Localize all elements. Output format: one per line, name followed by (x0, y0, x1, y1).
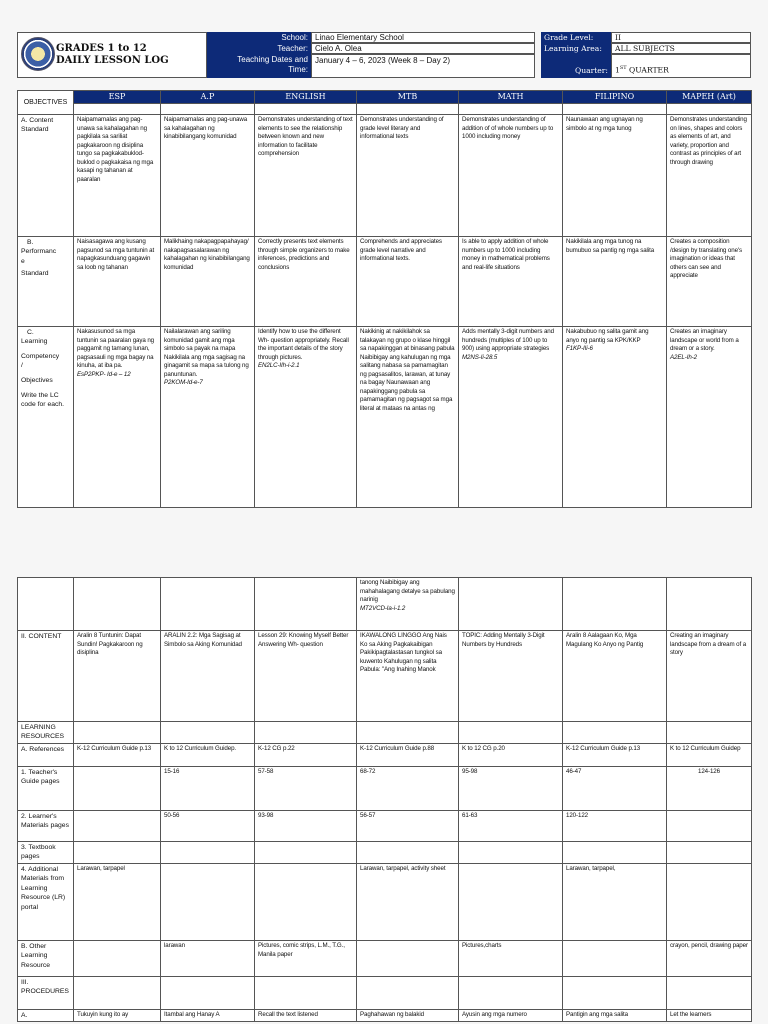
spacer-row (18, 104, 752, 115)
lesson-table-2 (17, 577, 751, 1022)
dll-header (17, 32, 751, 78)
row-label-performance-standard (18, 237, 74, 327)
cell-esp: Naipamamalas ang pag-unawa sa kahalagahan ng pagkilala sa sariliat pagkakaroon ng disiplina tungo sa pagkakabuklod-buklod o pagkakaisa ng mga kasapi ng tahanan at paaralan (74, 115, 161, 237)
lc-text: Adds mentally 3-digit numbers and hundreds (multiples of 100 up to 900) using appropriate strategies (462, 328, 554, 353)
cell-english: 57-58 (255, 767, 357, 811)
lc-text: Creates an imaginary landscape or world from a dream or a story. (670, 328, 739, 353)
teacher-value: Cielo A. Olea (311, 43, 535, 54)
cell-math: Is able to apply addition of whole numbers up to 1000 including money in mathematical problems and real-life situations (459, 237, 563, 327)
cell-esp: Aralin 8 Tuntunin: Dapat Sundin! Pagkakaroon ng disiplina (74, 631, 161, 722)
perf-label-c: e (21, 257, 25, 265)
cell-mapeh: Demonstrates understanding on lines, shapes and colors as elements of art, and variety, proportion and contrast as principles of art through drawing (667, 115, 752, 237)
objectives-table (17, 90, 752, 508)
cell-mtb: Paghahawan ng balakid (357, 1010, 459, 1022)
cell-filipino: Naunawaan ang ugnayan ng simbolo at ng mga tunog (563, 115, 667, 237)
col-ap: A.P (161, 91, 255, 104)
cell-ap: 50-56 (161, 811, 255, 842)
cell-filipino (563, 941, 667, 977)
lc-code: F1KP-IIi-6 (566, 345, 593, 353)
col-mtb: MTB (357, 91, 459, 104)
lc-code: M2NS-Ii-28.5 (462, 353, 498, 361)
title-line-1: GRADES 1 to 12 (56, 43, 147, 54)
content-standard-row (18, 115, 752, 237)
grade-value: II (611, 32, 751, 43)
title-line-2: DAILY LESSON LOG (56, 55, 169, 66)
cell-ap: Malikhaing nakapagpapahayag/ nakapagsasalarawan ng kahalagahan ng kinabibilangang komunidad (161, 237, 255, 327)
dates-value: January 4 – 6, 2023 (Week 8 – Day 2) (311, 54, 535, 78)
row-label-content-standard: A. Content Standard (18, 115, 74, 237)
mtb-continued-text: tanong Naibibigay ang mahahalagang detalye sa pabulang narinig (360, 579, 455, 604)
performance-standard-row (18, 237, 752, 327)
quarter-num: 1 (615, 65, 620, 75)
lc-code: EN2LC-IIh-i-2.1 (258, 362, 300, 370)
lc-label-a: C. (27, 329, 34, 336)
teacher-label: Teacher: (207, 43, 311, 54)
cell-mtb: Comprehends and appreciates grade level narrative and informational texts. (357, 237, 459, 327)
cell-ap: larawan (161, 941, 255, 977)
col-english: ENGLISH (255, 91, 357, 104)
lc-text: Nakikinig at nakikilahok sa talakayan ng grupo o klase hinggil sa napakinggan at binasang pabula Naibibigay ang kahulugan ng mga salitang nabasa sa pamamagitan ng pagsasalitos, larawan, at tunay na bagay Naunawaan ang napakinggang pabula sa pamamagitan ng pagsagot sa mga literal at mataas na antas ng (360, 328, 455, 412)
cell-filipino: Larawan, tarpapel, (563, 864, 667, 941)
cell-english: 93-98 (255, 811, 357, 842)
lc-text: Nailalarawan ang sariling komunidad gamit ang mga simbolo sa payak na mapa Nakikilala ang mga sagisag na ginagamit sa mapa sa tulong ng panuntunan. (164, 328, 249, 378)
col-mapeh: MAPEH (Art) (667, 91, 752, 104)
school-label: School: (207, 32, 311, 43)
cell-filipino: K-12 Curriculum Guide p.13 (563, 744, 667, 767)
document-title (56, 43, 169, 67)
cell-english: Demonstrates understanding of text elements to see the relationship between known and new information to facilitate comprehension (255, 115, 357, 237)
lc-label-c: Competency (21, 352, 60, 360)
procedures-row (18, 977, 752, 1010)
mtb-code: MT2VCD-Ia-i-1.2 (360, 604, 406, 612)
cell-filipino: Aralin 8 Aalagaan Ko, Mga Magulang Ko Anyo ng Pantig (563, 631, 667, 722)
cell-math: Demonstrates understanding of addition of of whole numbers up to 1000 including money (459, 115, 563, 237)
cell-ap: K to 12 Curriculum Guidep. (161, 744, 255, 767)
cell-mapeh: Creating an imaginary landscape from a dream of a story (667, 631, 752, 722)
cell-english (255, 864, 357, 941)
cell-ap: Itambal ang Hanay A (161, 1010, 255, 1022)
cell-math: K to 12 CG p.20 (459, 744, 563, 767)
cell-mapeh: crayon, pencil, drawing paper (667, 941, 752, 977)
content-resources-table (17, 577, 752, 1022)
cell-esp: Tukuyin kung ito ay (74, 1010, 161, 1022)
quarter-label: Quarter: (541, 54, 611, 78)
cell-mapeh: Creates a composition /design by translating one's imagination or ideas that others can see and appreciate (667, 237, 752, 327)
logo-box (17, 32, 207, 78)
cell-mapeh: 124-126 (667, 767, 752, 811)
row-label-additional-materials: 4. Additional Materials from Learning Resource (LR) portal (18, 864, 74, 941)
cell-mapeh (667, 864, 752, 941)
teachers-guide-row (18, 767, 752, 811)
area-value: ALL SUBJECTS (611, 43, 751, 54)
row-label-procedures: III. PROCEDURES (18, 977, 74, 1010)
row-label-learning-resources: LEARNING RESOURCES (18, 722, 74, 744)
area-label: Learning Area: (541, 43, 611, 54)
continuation-row (18, 578, 752, 631)
cell-esp: Naisasagawa ang kusang pagsunod sa mga tuntunin at napagkasunduang gagawin sa loob ng tahanan (74, 237, 161, 327)
cell-mtb: K-12 Curriculum Guide p.88 (357, 744, 459, 767)
dates-label-line1: Teaching Dates and (237, 55, 308, 64)
lc-label-b: Learning (21, 338, 48, 346)
other-resources-row (18, 941, 752, 977)
lc-label-e: Objectives (21, 376, 53, 384)
cell-english: Recall the text listened (255, 1010, 357, 1022)
cell-filipino: Pantigin ang mga salita (563, 1010, 667, 1022)
cell-esp (74, 327, 161, 508)
lc-text: Identify how to use the different Wh- question appropriately. Recall the important details of the story through pictures. (258, 328, 349, 361)
cell-mtb (357, 327, 459, 508)
perf-label-b: Performanc (21, 248, 57, 256)
cell-math: 95-98 (459, 767, 563, 811)
cell-filipino: Nakikilala ang mga tunog na bumubuo sa pantig ng mga salita (563, 237, 667, 327)
cell-math: 61-63 (459, 811, 563, 842)
cell-english: K-12 CG p.22 (255, 744, 357, 767)
cell-mapeh: K to 12 Curriculum Guidep (667, 744, 752, 767)
grade-label: Grade Level: (541, 32, 611, 43)
lc-text: Nakasusunod sa mga tuntunin sa paaralan gaya ng paggamit ng tamang lunan, pagsasauli ng mga bagay na kinuha, at iba pa. (77, 328, 155, 370)
cell-mtb: IKAWALONG LINGGO Ang Nais Ko sa Aking Pagkakaibigan Pakikipagtalastasan tungkol sa kuwento Kahulugan ng salita Pabula: "Ang Inahing Manok (357, 631, 459, 722)
col-objectives: OBJECTIVES (18, 91, 74, 115)
row-label-content: II. CONTENT (18, 631, 74, 722)
lesson-table-1 (17, 90, 751, 508)
dates-label (207, 54, 311, 78)
cell-math: Ayusin ang mga numero (459, 1010, 563, 1022)
cell-mapeh: Let the learners (667, 1010, 752, 1022)
cell-ap (161, 864, 255, 941)
lc-label-d: / (21, 362, 23, 370)
cell-english: Correctly presents text elements through simple organizers to make inferences, predictions and conclusions (255, 237, 357, 327)
col-filipino: FILIPINO (563, 91, 667, 104)
learning-competency-row (18, 327, 752, 508)
cell-english (255, 327, 357, 508)
row-label-teachers-guide: 1. Teacher's Guide pages (18, 767, 74, 811)
quarter-sup: ST (619, 65, 627, 71)
cell-mtb: Larawan, tarpapel, activity sheet (357, 864, 459, 941)
content-row (18, 631, 752, 722)
cell-math (459, 327, 563, 508)
cell-filipino (563, 327, 667, 508)
cell-mtb: 68-72 (357, 767, 459, 811)
cell-mtb (357, 941, 459, 977)
row-label-learners-materials: 2. Learner's Materials pages (18, 811, 74, 842)
row-label-references: A. References (18, 744, 74, 767)
quarter-value (611, 54, 751, 78)
additional-materials-row (18, 864, 752, 941)
school-value: Linao Elementary School (311, 32, 535, 43)
row-label-learning-competency (18, 327, 74, 508)
col-esp: ESP (74, 91, 161, 104)
row-label-other-resources: B. Other Learning Resource (18, 941, 74, 977)
header-info-grid (207, 32, 751, 78)
cell-mtb: Demonstrates understanding of grade level literary and informational texts (357, 115, 459, 237)
cell-ap: ARALIN 2.2: Mga Sagisag at Simbolo sa Aking Komunidad (161, 631, 255, 722)
row-label-textbook: 3. Textbook pages (18, 842, 74, 864)
cell-filipino: 120-122 (563, 811, 667, 842)
col-math: MATH (459, 91, 563, 104)
cell-esp (74, 811, 161, 842)
cell-mtb-continued (357, 578, 459, 631)
cell-esp: Larawan, tarpapel (74, 864, 161, 941)
lc-label-f: Write the LC code for each. (21, 391, 65, 409)
perf-label-a: B. (27, 239, 34, 246)
cell-math: TOPIC: Adding Mentally 3-Digit Numbers by Hundreds (459, 631, 563, 722)
quarter-rest: QUARTER (626, 65, 669, 75)
cell-ap (161, 327, 255, 508)
lc-text: Nakabubuo ng salita gamit ang anyo ng pantig sa KPK/KKP (566, 328, 649, 344)
column-header-row (18, 91, 752, 104)
lc-code: P2KOM-Id-e-7 (164, 379, 203, 387)
cell-math: Pictures,charts (459, 941, 563, 977)
cell-ap: Naipamamalas ang pag-unawa sa kahalagahan ng kinabibilangang komunidad (161, 115, 255, 237)
cell-english: Lesson 29: Knowing Myself Better Answering Wh- question (255, 631, 357, 722)
dates-label-line2: Time: (288, 65, 308, 74)
learners-materials-row (18, 811, 752, 842)
cell-filipino: 46-47 (563, 767, 667, 811)
cell-esp (74, 767, 161, 811)
cell-math (459, 864, 563, 941)
row-label-procedure-a: A. (18, 1010, 74, 1022)
perf-label-d: Standard (21, 270, 49, 278)
textbook-row (18, 842, 752, 864)
cell-english: Pictures, comic strips, L.M., T.G., Manila paper (255, 941, 357, 977)
procedure-a-row (18, 1010, 752, 1022)
lc-code: A2EL-Ih-2 (670, 353, 697, 361)
cell-mapeh (667, 811, 752, 842)
deped-seal-icon (21, 37, 55, 71)
cell-mapeh (667, 327, 752, 508)
lc-code: EsP2PKP- Id-e – 12 (77, 370, 131, 378)
references-row (18, 744, 752, 767)
cell-esp: K-12 Curriculum Guide p.13 (74, 744, 161, 767)
learning-resources-row (18, 722, 752, 744)
cell-esp (74, 941, 161, 977)
cell-mtb: 56-57 (357, 811, 459, 842)
cell-ap: 15-16 (161, 767, 255, 811)
